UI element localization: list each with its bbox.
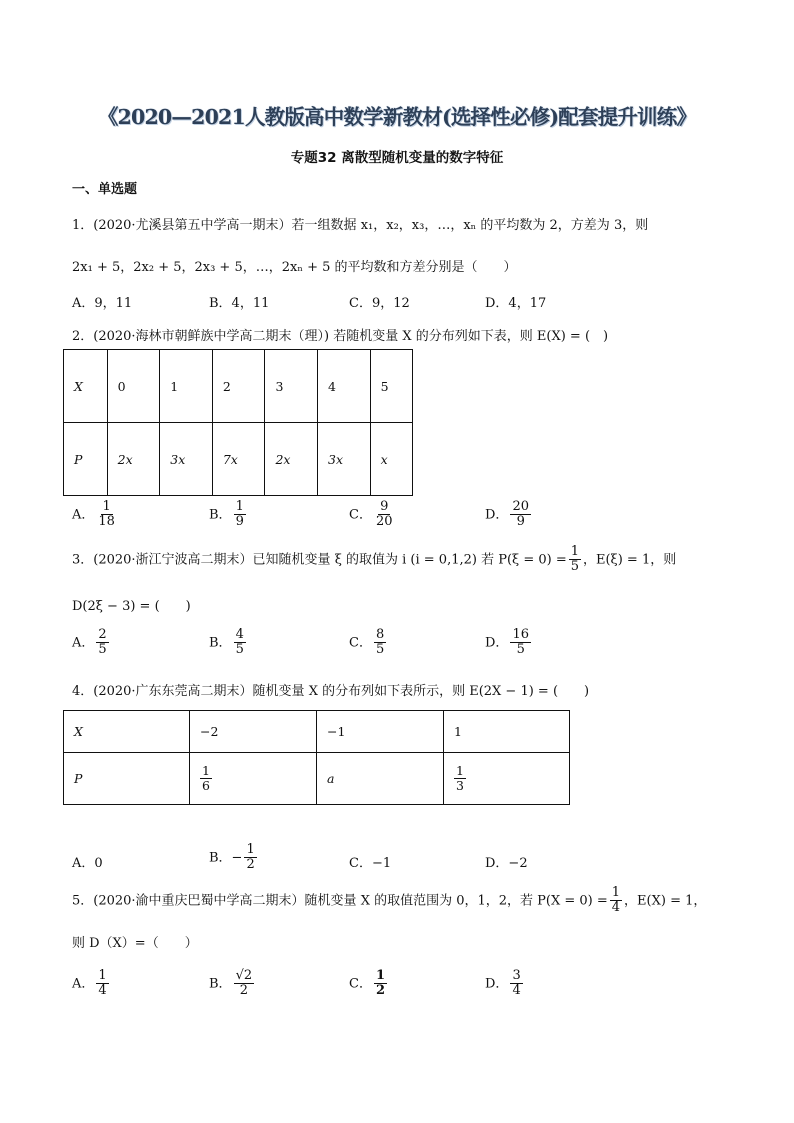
- q4-stem: 4．(2020·广东东莞高二期末）随机变量 X 的分布列如下表所示，则 E(2X − 1) = ( ): [72, 684, 590, 699]
- table-cell: −2: [190, 711, 317, 753]
- option-label: A．: [72, 507, 95, 523]
- option-label: C．: [349, 635, 372, 651]
- fraction: [569, 545, 581, 575]
- denominator: 4: [611, 900, 621, 916]
- numerator: 1: [102, 499, 111, 514]
- q5-stem-part: 5．(2020·渝中重庆巴蜀中学高二期末）随机变量 X 的取值范围为 0，1，2，若 P(X = 0) =: [72, 893, 608, 909]
- q2-option-c: [349, 500, 397, 530]
- denominator: 5: [235, 642, 244, 658]
- table-cell: 1: [160, 350, 213, 423]
- numerator: 4: [235, 627, 244, 642]
- numerator: 1: [235, 499, 244, 514]
- fraction: [374, 969, 387, 999]
- option-label: A．: [72, 976, 95, 992]
- table-cell: [444, 753, 570, 805]
- denominator: 2: [246, 857, 255, 873]
- option-label: B．−: [209, 850, 243, 866]
- table-cell: 3: [265, 350, 318, 423]
- numerator: 1: [98, 968, 107, 983]
- denominator: 9: [516, 514, 525, 530]
- q3-stem-part: ，E(ξ) = 1，则: [583, 552, 677, 568]
- option-label: D．: [485, 507, 509, 523]
- table-cell: x: [370, 423, 412, 496]
- q5-option-c: [349, 969, 389, 999]
- numerator: 20: [512, 499, 529, 514]
- fraction: [374, 628, 386, 658]
- numerator: 8: [375, 627, 385, 642]
- denominator: 5: [516, 642, 525, 658]
- fraction: [454, 764, 466, 793]
- q4-distribution-table: [63, 710, 570, 805]
- fraction: [234, 628, 246, 658]
- q5-option-d: [485, 969, 525, 999]
- fraction: [96, 500, 117, 530]
- table-cell: 3x: [160, 423, 213, 496]
- q2-option-d: [485, 500, 533, 530]
- q4-option-b: [209, 843, 259, 873]
- table-cell: X: [64, 350, 108, 423]
- q5-option-b: [209, 969, 256, 999]
- q3-option-a: [72, 628, 111, 658]
- numerator: 1: [570, 544, 579, 559]
- q5-stem-line2: 则 D（X）=（ ）: [72, 936, 198, 951]
- fraction: [200, 764, 212, 793]
- numerator: 1: [202, 763, 210, 779]
- q3-option-b: [209, 628, 248, 658]
- table-cell: 2: [212, 350, 265, 423]
- q4-option-a: A．0: [72, 856, 103, 871]
- denominator: 5: [570, 559, 579, 575]
- option-label: B．: [209, 976, 232, 992]
- document-title: 《2020—2021人教版高中数学新教材(选择性必修)配套提升训练》: [97, 105, 697, 129]
- numerator: 1: [375, 968, 385, 983]
- q5-option-a: [72, 969, 111, 999]
- denominator: 4: [512, 983, 521, 999]
- q1-stem-line1: 1．(2020·尤溪县第五中学高一期末）若一组数据 x₁，x₂，x₃，…，xₙ 的平均数为 2，方差为 3，则: [72, 218, 649, 233]
- fraction: [374, 500, 395, 530]
- option-label: D．: [485, 976, 509, 992]
- numerator: 2: [98, 627, 107, 642]
- denominator: 18: [98, 514, 115, 530]
- table-row: [64, 423, 413, 496]
- table-cell: [190, 753, 317, 805]
- q3-stem-line2: D(2ξ − 3) = ( ): [72, 599, 191, 614]
- table-row: [64, 753, 570, 805]
- table-cell: 0: [107, 350, 160, 423]
- numerator: 1: [246, 842, 255, 857]
- table-cell: X: [64, 711, 190, 753]
- numerator: 9: [380, 499, 389, 514]
- q2-option-b: [209, 500, 248, 530]
- fraction: [234, 500, 246, 530]
- table-cell: −1: [317, 711, 444, 753]
- table-cell: 1: [444, 711, 570, 753]
- option-label: A．: [72, 635, 95, 651]
- fraction: [244, 843, 256, 873]
- denominator: 4: [98, 983, 107, 999]
- denominator: 2: [375, 983, 385, 999]
- fraction: [510, 969, 522, 999]
- option-label: B．: [209, 507, 232, 523]
- fraction: [510, 500, 531, 530]
- numerator: 16: [512, 627, 529, 642]
- q1-option-b: B．4，11: [209, 296, 270, 311]
- denominator: 2: [239, 983, 248, 999]
- q1-option-a: A．9，11: [72, 296, 133, 311]
- numerator: √2: [235, 968, 253, 983]
- denominator: 6: [202, 778, 210, 793]
- option-label: C．: [349, 507, 372, 523]
- q3-option-d: [485, 628, 533, 658]
- table-row: [64, 711, 570, 753]
- q1-option-d: D．4，17: [485, 296, 547, 311]
- table-cell: 5: [370, 350, 412, 423]
- numerator: 1: [611, 885, 621, 900]
- fraction: [610, 886, 622, 916]
- q2-option-a: [72, 500, 119, 530]
- table-cell: 4: [318, 350, 371, 423]
- denominator: 20: [375, 514, 393, 530]
- q3-option-c: [349, 628, 388, 658]
- topic-subtitle: 专题32 离散型随机变量的数字特征: [290, 150, 504, 166]
- table-cell: 3x: [318, 423, 371, 496]
- denominator: 9: [235, 514, 244, 530]
- table-cell: P: [64, 423, 108, 496]
- q3-stem-part: 3．(2020·浙江宁波高二期末）已知随机变量 ξ 的取值为 i (i = 0,1,2) 若 P(ξ = 0) =: [72, 552, 567, 568]
- denominator: 5: [375, 642, 385, 658]
- q2-stem: 2．(2020·海林市朝鲜族中学高二期末（理）) 若随机变量 X 的分布列如下表，则 E(X) = ( ): [72, 329, 609, 344]
- table-cell: 7x: [212, 423, 265, 496]
- fraction: [510, 628, 531, 658]
- table-row: [64, 350, 413, 423]
- table-cell: P: [64, 753, 190, 805]
- option-label: B．: [209, 635, 232, 651]
- q4-option-d: D．−2: [485, 856, 528, 871]
- fraction: [96, 969, 108, 999]
- numerator: 1: [456, 763, 464, 779]
- numerator: 3: [512, 968, 521, 983]
- q3-stem-line1: [72, 545, 676, 575]
- q5-stem-part: ，E(X) = 1，: [624, 893, 707, 909]
- table-cell: 2x: [107, 423, 160, 496]
- option-label: C．: [349, 976, 372, 992]
- q1-stem-line2: 2x₁ + 5，2x₂ + 5，2x₃ + 5，…，2xₙ + 5 的平均数和方差分别是（ ）: [72, 260, 517, 275]
- section-heading: 一、单选题: [72, 182, 138, 197]
- option-label: D．: [485, 635, 509, 651]
- table-cell: 2x: [265, 423, 318, 496]
- fraction: [96, 628, 108, 658]
- q1-option-c: C．9，12: [349, 296, 410, 311]
- fraction: [234, 969, 255, 999]
- denominator: 3: [456, 778, 464, 793]
- denominator: 5: [98, 642, 107, 658]
- q5-stem-line1: [72, 886, 706, 916]
- q4-option-c: C．−1: [349, 856, 392, 871]
- q2-distribution-table: [63, 349, 413, 496]
- table-cell: a: [317, 753, 444, 805]
